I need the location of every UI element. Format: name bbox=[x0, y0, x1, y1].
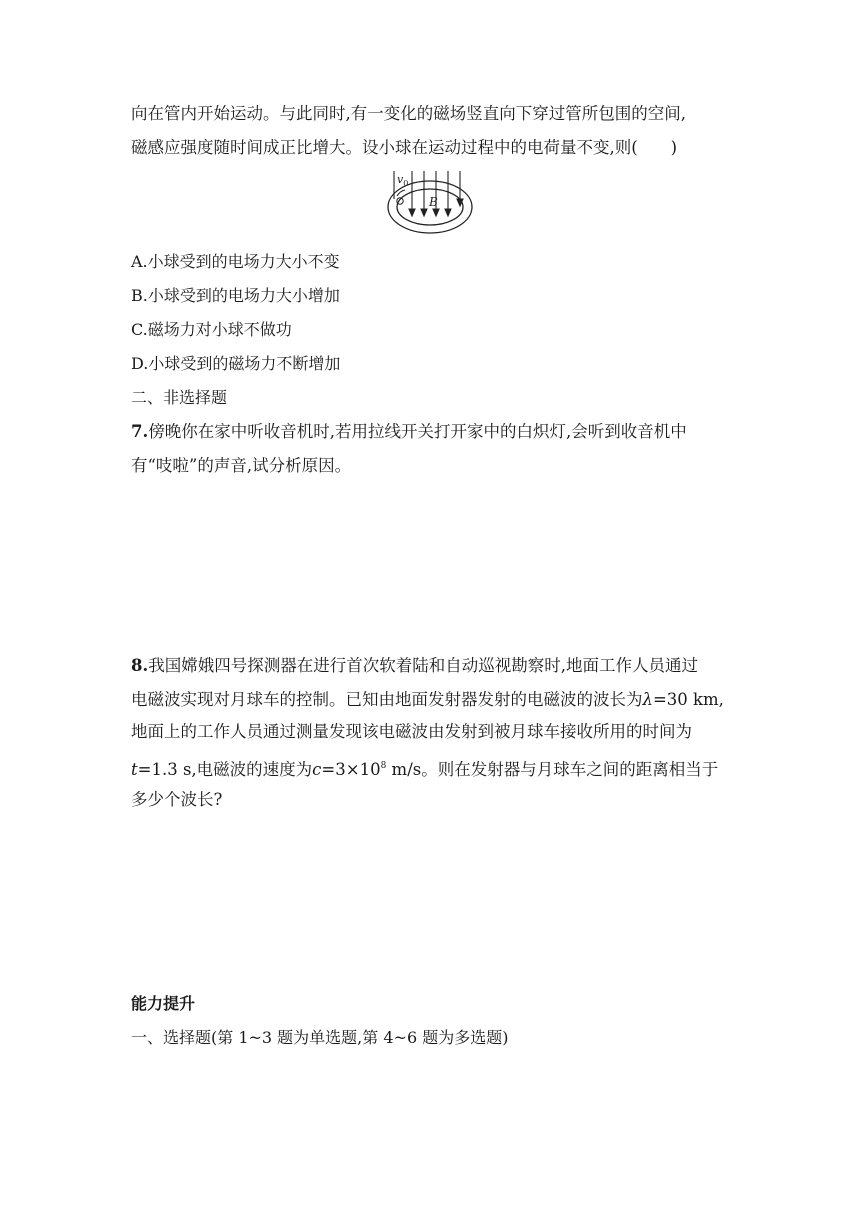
q8-line-1: 8.我国嫦娥四号探测器在进行首次软着陆和自动巡视勘察时,地面工作人员通过 bbox=[131, 656, 698, 675]
c-symbol: c bbox=[312, 760, 322, 779]
q7-number: 7. bbox=[131, 422, 149, 441]
b-label: B bbox=[429, 195, 438, 209]
q8-line-4: t=1.3 s,电磁波的速度为$c=3\times 10^8$ m/s。则在发射器与月球车之间的距离相当于 bbox=[131, 760, 719, 779]
q8-number: 8. bbox=[131, 656, 149, 675]
q6-option-c: C.磁场力对小球不做功 bbox=[131, 320, 292, 339]
magnetic-field-ring-figure bbox=[386, 169, 474, 241]
q6-option-a: A.小球受到的电场力大小不变 bbox=[131, 252, 340, 271]
q6-stem-line-1: 向在管内开始运动。与此同时,有一变化的磁场竖直向下穿过管所包围的空间, bbox=[131, 104, 686, 123]
section-heading-non-choice: 二、非选择题 bbox=[131, 388, 228, 407]
exponent: 8 bbox=[380, 761, 387, 771]
section-heading-choice: 一、选择题(第 1~3 题为单选题,第 4~6 题为多选题) bbox=[131, 1028, 509, 1047]
t-symbol: t bbox=[131, 760, 138, 779]
q8-line-5: 多少个波长? bbox=[131, 790, 223, 809]
q6-stem-line-2: 磁感应强度随时间成正比增大。设小球在运动过程中的电荷量不变,则( ) bbox=[131, 138, 678, 157]
lambda-symbol: λ bbox=[642, 690, 653, 709]
q6-option-d: D.小球受到的磁场力不断增加 bbox=[131, 354, 341, 373]
v0-label: $v_0$ bbox=[397, 173, 409, 188]
q7-line-2: 有“吱啦”的声音,试分析原因。 bbox=[131, 456, 352, 475]
q6-option-b: B.小球受到的电场力大小增加 bbox=[131, 286, 340, 305]
q8-line-3: 地面上的工作人员通过测量发现该电磁波由发射到被月球车接收所用的时间为 bbox=[131, 722, 692, 741]
ability-heading: 能力提升 bbox=[131, 994, 196, 1013]
q7-line-1: 7.傍晚你在家中听收音机时,若用拉线开关打开家中的白炽灯,会听到收音机中 bbox=[131, 422, 687, 441]
velocity-arrow bbox=[397, 190, 405, 196]
q8-line-2: 电磁波实现对月球车的控制。已知由地面发射器发射的电磁波的波长为λ=30 km, bbox=[131, 690, 724, 709]
